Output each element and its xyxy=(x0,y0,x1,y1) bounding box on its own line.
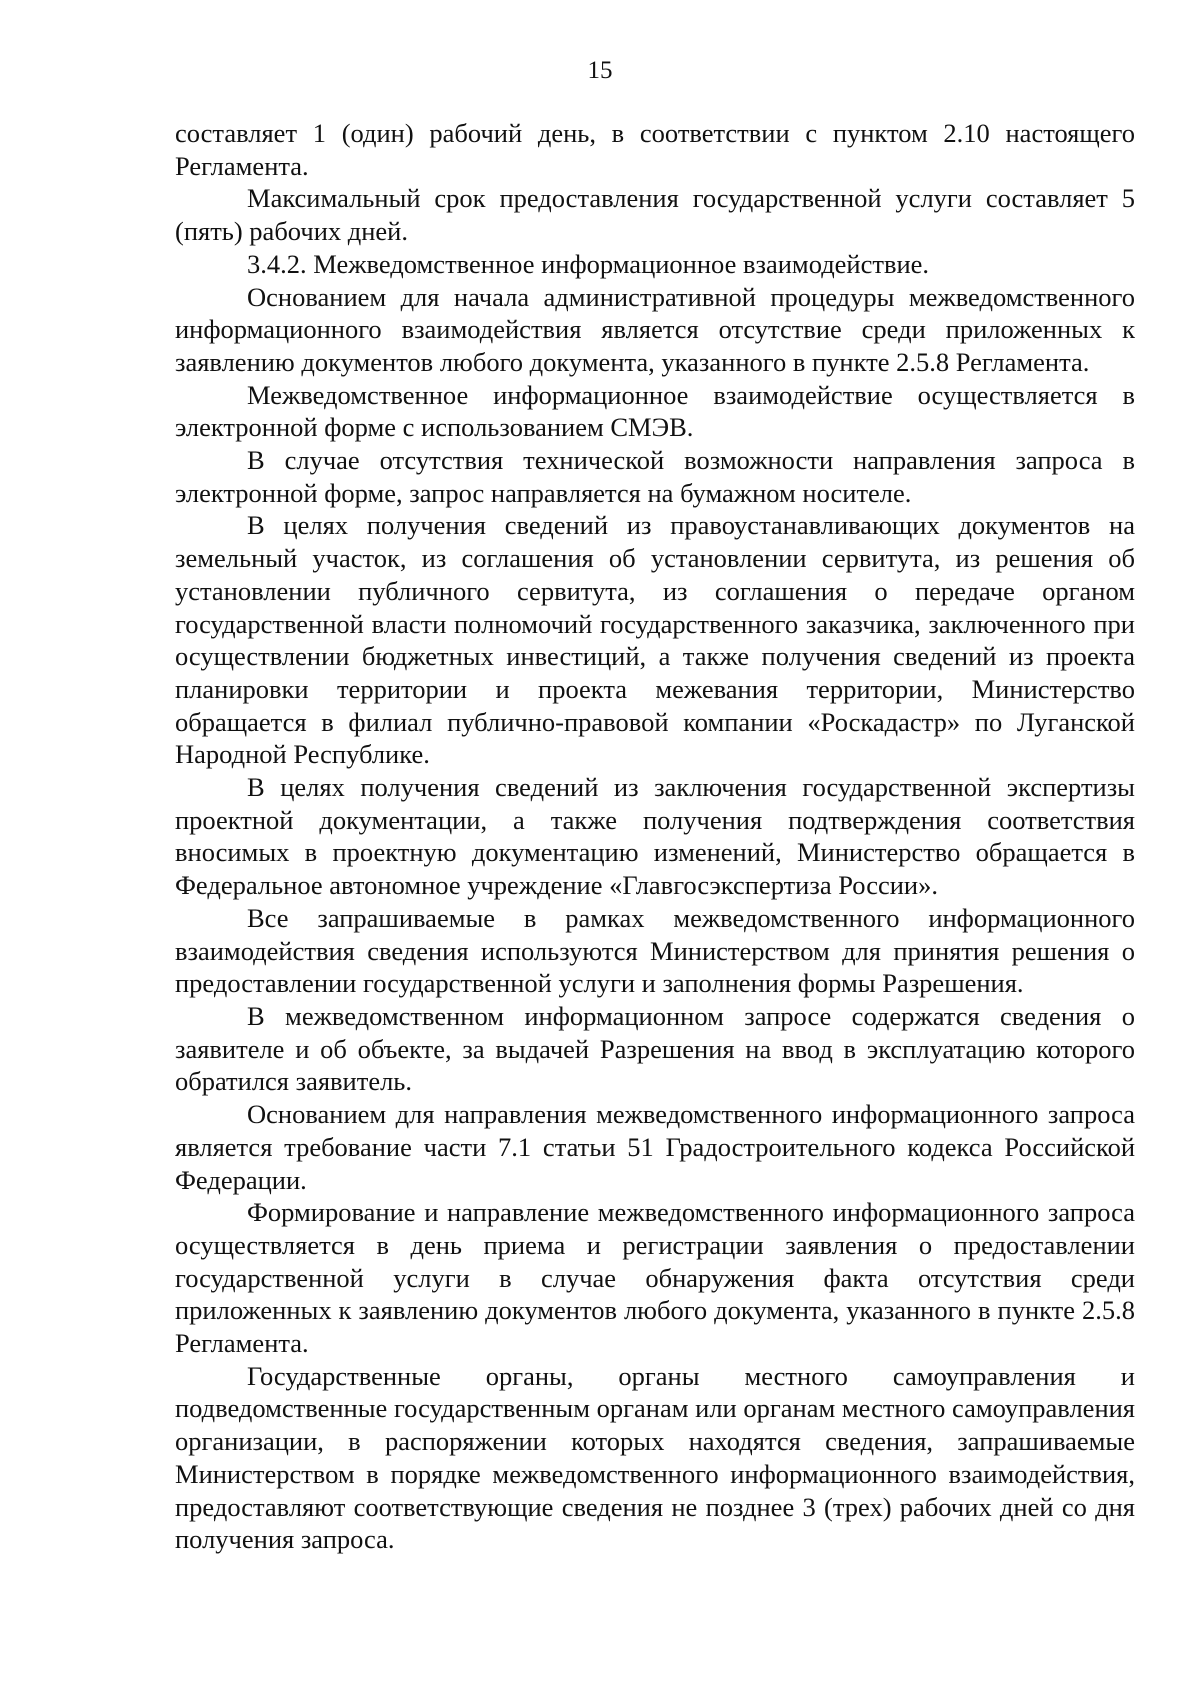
paragraph-request-grounds: Основанием для направления межведомственного информационного запроса является требование части 7.1 статьи 51 Градостроительного кодекса Российской Федерации. xyxy=(175,1099,1135,1195)
paragraph-response-deadline: Государственные органы, органы местного самоуправления и подведомственные государственным органам или органам местного самоуправления организации, в распоряжении которых находятся сведения, запрашиваемые Министерством в порядке межведомственного информационного взаимодействия, предоставляют соответствующие сведения не позднее 3 (трех) рабочих дней со дня получения запроса. xyxy=(175,1360,1135,1555)
page-number: 15 xyxy=(587,57,613,84)
section-heading-3-4-2: 3.4.2. Межведомственное информационное взаимодействие. xyxy=(247,248,930,279)
paragraph-electronic-form: Межведомственное информационное взаимодействие осуществляется в электронной форме с использованием СМЭВ. xyxy=(175,379,1135,443)
paragraph-glavgosexpertiza: В целях получения сведений из заключения государственной экспертизы проектной документации, а также получения подтверждения соответствия вносимых в проектную документацию изменений, Министерство обращается в Федеральное автономное учреждение «Главгосэкспертиза России». xyxy=(175,772,1135,901)
document-body xyxy=(175,117,1135,1556)
paragraph-paper-fallback: В случае отсутствия технической возможности направления запроса в электронной форме, запрос направляется на бумажном носителе. xyxy=(175,445,1135,508)
paragraph-roskadastr: В целях получения сведений из правоустанавливающих документов на земельный участок, из соглашения об установлении сервитута, из решения об установлении публичного сервитута, из соглашения о передаче органом государственной власти полномочий государственного заказчика, заключенного при осуществлении бюджетных инвестиций, а также получения сведений из проекта планировки территории и проекта межевания территории, Министерство обращается в филиал публично-правовой компании «Роскадастр» по Луганской Народной Республике. xyxy=(175,510,1135,770)
paragraph-request-contents: В межведомственном информационном запросе содержатся сведения о заявителе и об объекте, за выдачей Разрешения на ввод в эксплуатацию которого обратился заявитель. xyxy=(175,1000,1135,1097)
paragraph-continuation: составляет 1 (один) рабочий день, в соответствии с пунктом 2.10 настоящего Регламента. xyxy=(175,118,1135,181)
paragraph-max-term: Максимальный срок предоставления государственной услуги составляет 5 (пять) рабочих дней. xyxy=(175,183,1135,247)
paragraph-request-formation: Формирование и направление межведомственного информационного запроса осуществляется в день приема и регистрации заявления о предоставлении государственной услуги в случае обнаружения факта отсутствия среди приложенных к заявлению документов любого документа, указанного в пункте 2.5.8 Регламента. xyxy=(175,1197,1135,1359)
paragraph-grounds: Основанием для начала административной процедуры межведомственного информационного взаимодействия является отсутствие среди приложенных к заявлению документов любого документа, указанного в пункте 2.5.8 Регламента. xyxy=(175,281,1135,377)
paragraph-requested-info-use: Все запрашиваемые в рамках межведомственного информационного взаимодействия сведения используются Министерством для принятия решения о предоставлении государственной услуги и заполнения формы Разрешения. xyxy=(175,902,1135,999)
